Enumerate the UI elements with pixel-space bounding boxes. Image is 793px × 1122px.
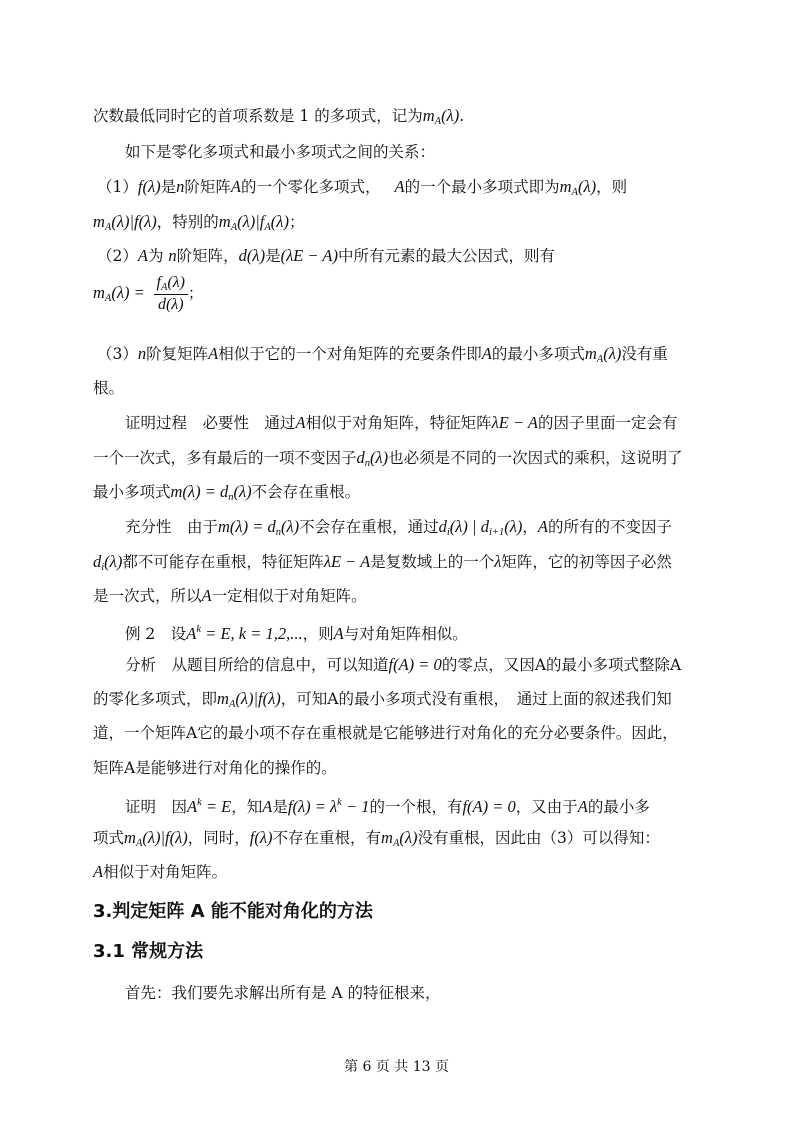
text: 是一次式，所以 [93,587,202,605]
text: ，特别的 [156,213,219,231]
text: 的一个最小多项式即为 [404,178,560,196]
math: (λE − A) [280,246,338,265]
text: 是 [160,178,177,196]
math: λE − A [491,413,539,432]
math: d(λ) [238,246,266,265]
math: (λ) = [111,283,145,302]
text: ， [522,518,538,536]
math: m [559,177,572,196]
text: （3） [97,345,138,363]
text: 最小多项式 [93,483,171,501]
text: 根。 [93,379,125,397]
paragraph-line [93,723,678,743]
text: 证明 因 [125,798,188,816]
math: (λ) [504,517,523,536]
math: − 1 [341,797,370,816]
text: 一定相似于对角矩阵。 [211,587,367,605]
paragraph-line [97,344,668,370]
math: A [137,246,148,265]
paragraph-line [93,586,367,606]
math: f [156,274,161,291]
math: f(λ) [137,177,161,196]
math: (λ) [441,106,460,125]
text: 是 [265,247,281,265]
math: A [394,177,405,196]
math: (λ) [603,344,622,363]
math-sup: k [337,797,342,808]
text: 的一个零化多项式， [240,178,381,196]
math: A [262,797,273,816]
math: f(A) = 0 [462,797,516,816]
math-sub: n [228,492,234,503]
text: ； [288,213,305,231]
paragraph-line [93,448,683,474]
text: 阶矩阵， [176,247,239,265]
text: 的一个根，有 [369,798,463,816]
text: 阶复矩阵 [146,345,209,363]
fraction [154,274,188,314]
math-sub: A [434,116,442,127]
math: m [584,344,597,363]
math: λ [494,552,502,571]
math-sub: A [104,222,112,233]
text: . [459,107,465,125]
text: 证明过程 必要性 通过 [125,414,296,432]
paragraph-line [97,246,555,266]
math: (λ)|f [237,212,265,231]
math: d [93,552,102,571]
paragraph-line [93,482,360,508]
math: (λ)|f(λ) [235,689,281,708]
text: 相似于对角矩阵。 [103,863,228,881]
math: n [168,246,177,265]
math: m [217,689,229,708]
text: ，同时， [187,829,250,847]
math: (λ)|f(λ) [111,212,157,231]
fraction-denominator: d(λ) [157,296,184,313]
text: 如下是零化多项式和最小多项式之间的关系： [125,143,436,161]
math: (λ) [399,828,418,847]
text: 的因子里面一定会有 [538,414,678,432]
text: 矩阵A是能够进行对角化的操作的。 [93,759,337,777]
math: (λ) [577,177,597,196]
paragraph-line [93,378,124,398]
text: 例 2 设 [125,625,187,643]
math-sub: A [104,293,112,304]
paragraph-line [93,828,660,854]
math: (λ)|f(λ) [142,828,188,847]
paragraph-line [125,517,672,543]
text: 也必须是不同的一次因式的乘积，这说明了 [388,449,683,467]
paragraph-line [97,177,627,203]
paragraph-line [125,983,441,1003]
math: (λ) [370,448,389,467]
subsection-heading: 3.1 常规方法 [93,941,204,962]
text: 的最小多 [587,798,650,816]
text: 没有重 [621,345,668,363]
paragraph-line [125,142,435,162]
math-sup: k [197,797,202,808]
text: ，则 [302,625,334,643]
text: 道，一个矩阵A它的最小项不存在重根就是它能够进行对角化的充分必要条件。因此， [93,724,678,742]
math: A [186,624,197,643]
text: 不存在重根，有 [272,829,382,847]
math: A [295,413,306,432]
text: 相似于对角矩阵，特征矩阵 [305,414,492,432]
math: A [208,344,219,363]
math: d [438,517,447,536]
text: 相似于它的一个对角矩阵的充要条件即 [218,345,482,363]
text: 首先：我们要先求解出所有是 A 的特征根来， [125,984,441,1002]
text: 没有重根，因此由（3）可以得知： [417,829,660,847]
math: m(λ) = d [218,517,276,536]
text: 一个一次式，多有最后的一项不变因子 [93,449,357,467]
math: (λ) [270,212,289,231]
math: (λ) [233,482,252,501]
paragraph-line [125,620,468,644]
section-heading: 3.判定矩阵 A 能不能对角化的方法 [93,901,373,922]
fraction-numerator [154,274,188,295]
math: m [218,212,231,231]
math-sub: i+1 [488,527,505,538]
math-sub: i [446,527,450,538]
math: d [356,448,365,467]
math: m [124,828,136,847]
math: m(λ) = d [170,482,229,501]
math: A [201,586,212,605]
text: 矩阵，它的初等因子必然 [501,553,672,571]
paragraph-line [93,862,227,882]
text: 充分性 由于 [125,518,219,536]
math: λE − A [323,552,371,571]
math: (λ) [280,517,300,536]
page-footer: 第 6 页 共 13 页 [344,1059,449,1075]
math: = E [201,797,232,816]
math-sub: n [275,527,281,538]
math: m [381,828,393,847]
math: = E, k = 1,2,... [201,624,303,643]
math: (λ) [167,274,185,291]
text: 不会存在重根，通过 [299,518,439,536]
math: A [93,862,104,881]
math: A [230,177,241,196]
text: 都不可能存在重根，特征矩阵 [122,553,324,571]
text: 的所有的不变因子 [547,518,672,536]
math: n [176,177,185,196]
text: 是 [272,798,288,816]
math-sub: A [392,838,400,849]
text: 是复数域上的一个 [370,553,495,571]
text: 与对角矩阵相似。 [343,625,468,643]
math-sub: A [596,354,604,365]
text: （1） [97,178,138,196]
text: 的零化多项式，即 [93,690,218,708]
paragraph-line [125,793,650,817]
math-sub: A [571,187,578,198]
math-sup: k [196,624,202,635]
math: A [481,344,492,363]
paragraph-line [93,212,304,238]
math: (λ) [104,552,123,571]
math: A [333,624,344,643]
text: ，又由于 [515,798,578,816]
text: 不会存在重根。 [251,483,361,501]
math: m [422,106,435,125]
math: f(λ) = λ [287,797,338,816]
text: ，可知A的最小多项式没有重根， 通过上面的叙述我们知 [280,690,672,708]
text: 为 [147,247,169,265]
text: ，则 [596,178,628,196]
paragraph-line [93,552,672,578]
text: 次数最低同时它的首项系数是 1 的多项式，记为 [93,107,423,125]
paragraph-line [93,689,672,715]
math-sub: A [264,222,271,233]
math-sub: A [135,838,143,849]
math: f(A) = 0 [388,655,442,674]
text: 中所有元素的最大公因式，则有 [337,247,555,265]
math: A [187,797,198,816]
text: 的零点，又因A的最小多项式整除A [441,656,682,674]
text: ，知 [231,798,263,816]
text: 的最小多项式 [491,345,585,363]
math: A [537,517,548,536]
math: A [577,797,588,816]
paragraph-line [125,413,678,433]
math-sub: n [364,458,371,469]
text: 阶矩阵 [184,178,231,196]
paragraph-line [93,106,464,132]
paragraph-line [93,758,337,778]
math-sub: A [228,699,236,710]
math-sub: A [160,282,168,293]
paragraph-line [125,655,681,675]
math: f(λ) [249,828,273,847]
math: n [137,344,147,363]
math: m [93,212,105,231]
text: ； [188,284,204,302]
text: 分析 从题目所给的信息中，可以知道 [125,656,389,674]
math: m [93,283,105,302]
fraction-formula [93,274,203,314]
math: (λ) | d [449,517,489,536]
text: （2） [97,247,138,265]
math-sub: A [230,222,238,233]
text: 项式 [93,829,125,847]
math-sub: i [101,562,105,573]
